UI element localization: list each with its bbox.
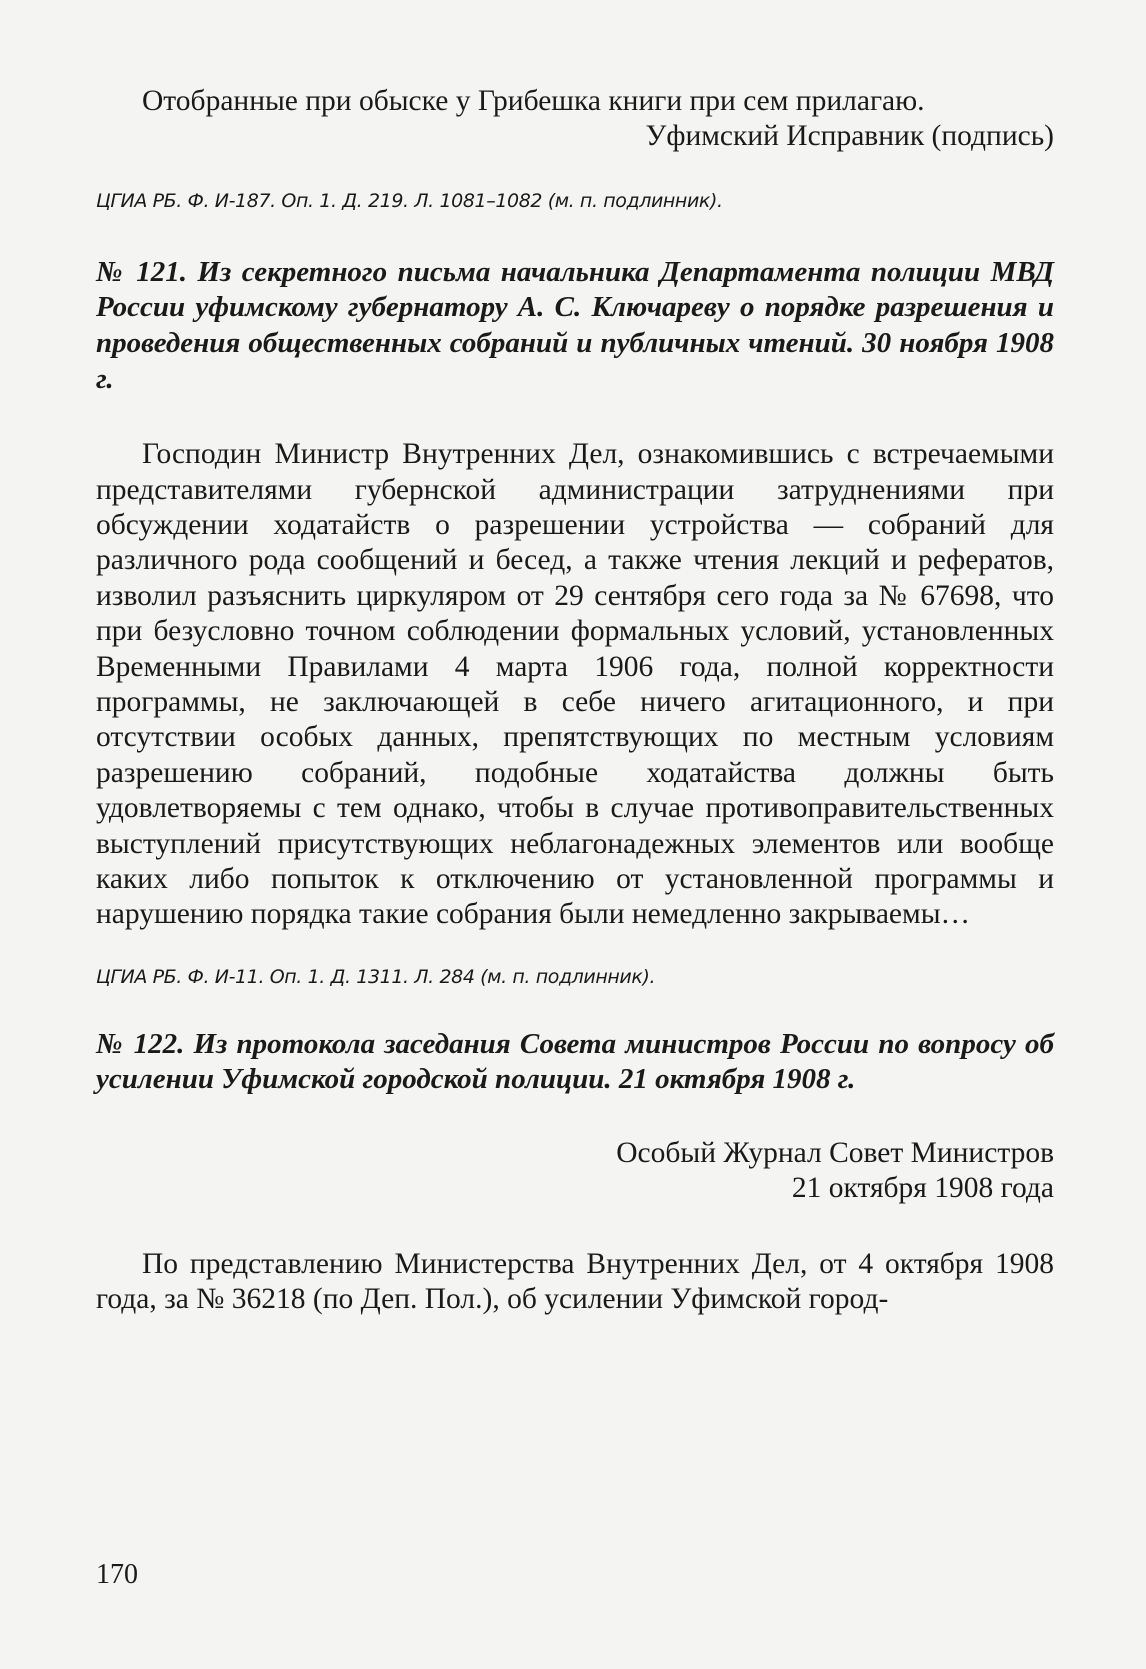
signature-line: Уфимский Исправник (подпись) xyxy=(645,120,1054,153)
journal-title: Особый Журнал Совет Министров xyxy=(616,1137,1054,1170)
closing-line: Отобранные при обыске у Грибешка книги при сем прилагаю. xyxy=(142,85,925,117)
page-number: 170 xyxy=(96,1559,138,1590)
archive-source: ЦГИА РБ. Ф. И-187. Оп. 1. Д. 219. Л. 1081–1082 (м. п. подлинник). xyxy=(96,189,723,212)
document-page xyxy=(96,84,1054,1318)
journal-date: 21 октября 1908 года xyxy=(791,1172,1054,1205)
document-body-121: Господин Министр Внутренних Дел, ознакомившись с встречаемыми представителями губернской администрации затруднениями при обсуждении ходатайств о разрешении устройства — собраний для различного рода сообщений и бесед, а также чтения лекций и рефератов, изволил разъяснить циркуляром от 29 сентября сего года за № 67698, что при безусловно точном соблюдении формальных условий, установленных Временными Правилами 4 марта 1906 года, полной корректности программы, не заключающей в себе ничего агитационного, и при отсутствии особых данных, препятствующих по местным условиям разрешению собраний, подобные ходатайства должны быть удовлетворяемы с тем однако, чтобы в случае противоправительственных выступлений присутствующих неблагонадежных элементов или вообще каких либо попыток к отключению от установленной программы и нарушению порядка такие собрания были немедленно закрываемы… xyxy=(96,438,1054,931)
document-title-121: № 121. Из секретного письма начальника Департамента полиции МВД России уфимскому губернатору А. С. Ключареву о порядке разрешения и проведения общественных собраний и публичных чтений. 30 ноября 1908 г. xyxy=(96,255,1054,395)
document-body-122: По представлению Министерства Внутренних Дел, от 4 октября 1908 года, за № 36218 (по Деп. Пол.), об усилении Уфимской город- xyxy=(96,1247,1054,1316)
archive-source-121: ЦГИА РБ. Ф. И-11. Оп. 1. Д. 1311. Л. 284 (м. п. подлинник). xyxy=(96,965,656,988)
document-title-122: № 122. Из протокола заседания Совета министров России по вопросу об усилении Уфимской городской полиции. 21 октября 1908 г. xyxy=(96,1027,1054,1096)
